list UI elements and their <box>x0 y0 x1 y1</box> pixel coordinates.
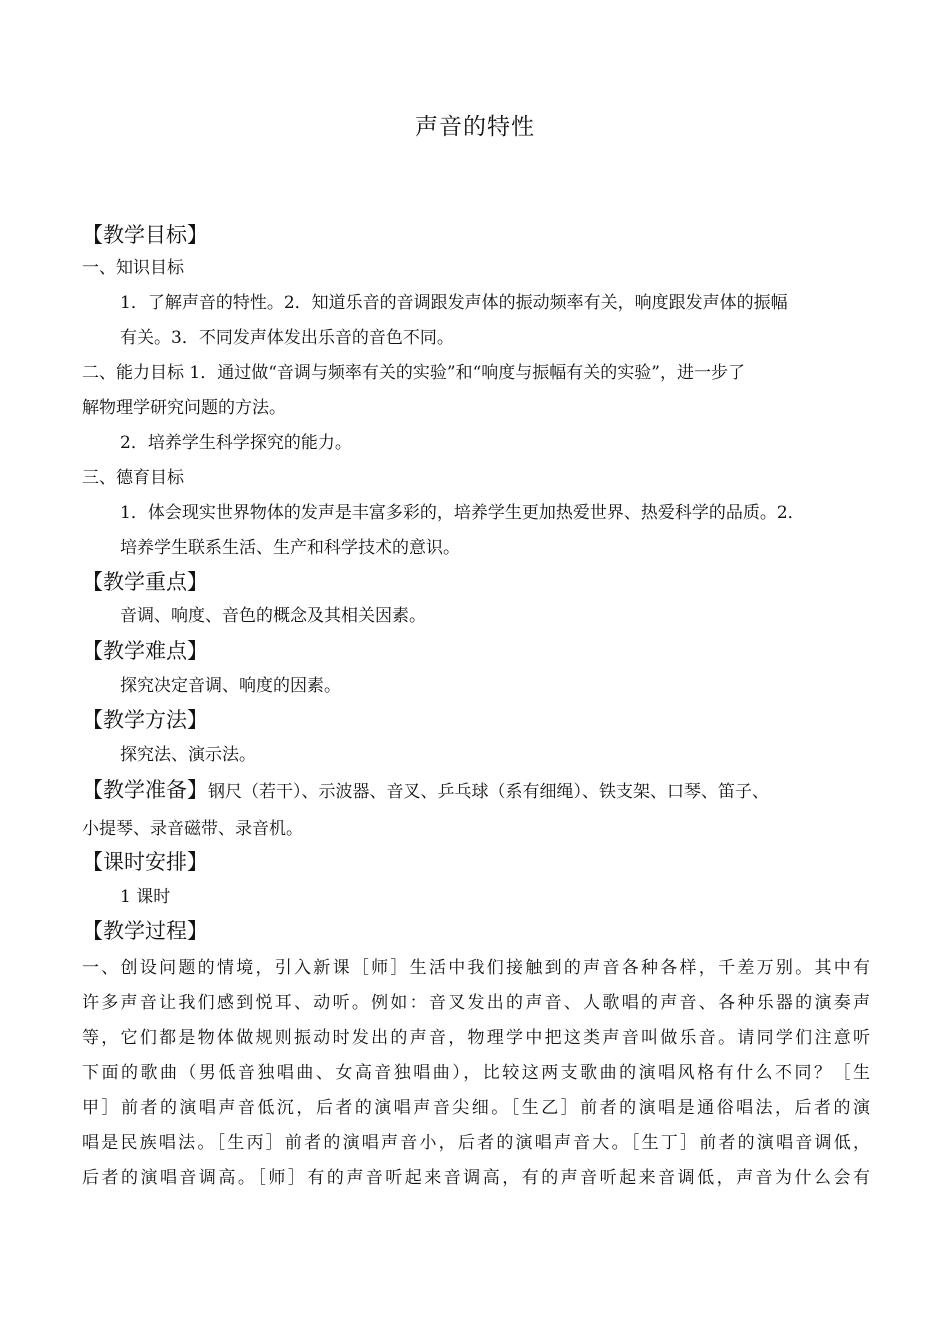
objectives-heading: 【教学目标】 <box>82 223 208 247</box>
difficulties-text: 探究决定音调、响度的因素。 <box>120 676 341 696</box>
moral-line-1: 1．体会现实世界物体的发声是丰富多彩的，培养学生更加热爱世界、热爱科学的品质。2． <box>120 503 805 523</box>
process-heading: 【教学过程】 <box>82 919 208 943</box>
ability-line-2: 解物理学研究问题的方法。 <box>82 398 286 418</box>
process-line: 一、创设问题的情境，引入新课［师］生活中我们接触到的声音各种各样，千差万别。其中有 <box>82 958 870 978</box>
key-points-text: 音调、响度、音色的概念及其相关因素。 <box>120 606 426 626</box>
moral-label: 三、德育目标 <box>82 468 184 488</box>
process-line: 后者的演唱音调高。［师］有的声音听起来音调高，有的声音听起来音调低，声音为什么会有 <box>82 1168 870 1188</box>
difficulties-heading: 【教学难点】 <box>82 639 208 663</box>
methods-heading: 【教学方法】 <box>82 708 208 732</box>
knowledge-label: 一、知识目标 <box>82 258 184 278</box>
process-line: 唱是民族唱法。［生丙］前者的演唱声音小，后者的演唱声音大。［生丁］前者的演唱音调低， <box>82 1133 870 1153</box>
schedule-heading: 【课时安排】 <box>82 850 208 874</box>
preparation-heading <box>82 776 769 806</box>
process-line: 甲］前者的演唱声音低沉，后者的演唱声音尖细。［生乙］前者的演唱是通俗唱法，后者的演 <box>82 1098 870 1118</box>
knowledge-line-1: 1．了解声音的特性。2．知道乐音的音调跟发声体的振动频率有关，响度跟发声体的振幅 <box>120 293 788 313</box>
ability-line-3: 2．培养学生科学探究的能力。 <box>120 433 352 453</box>
process-line: 等，它们都是物体做规则振动时发出的声音，物理学中把这类声音叫做乐音。请同学们注意听 <box>82 1028 870 1048</box>
preparation-heading-label: 【教学准备】 <box>82 778 208 802</box>
page-title: 声音的特性 <box>415 114 535 140</box>
schedule-text: 1 课时 <box>120 887 171 907</box>
process-line: 下面的歌曲（男低音独唱曲、女高音独唱曲），比较这两支歌曲的演唱风格有什么不同？［生 <box>82 1063 870 1083</box>
key-points-heading: 【教学重点】 <box>82 570 208 594</box>
moral-line-2: 培养学生联系生活、生产和科学技术的意识。 <box>120 538 460 558</box>
preparation-line-1: 钢尺（若干）、示波器、音叉、乒乓球（系有细绳）、铁支架、口琴、笛子、 <box>208 782 769 802</box>
process-line: 许多声音让我们感到悦耳、动听。例如：音叉发出的声音、人歌唱的声音、各种乐器的演奏声 <box>82 993 870 1013</box>
methods-text: 探究法、演示法。 <box>120 745 256 765</box>
preparation-line-2: 小提琴、录音磁带、录音机。 <box>82 819 303 839</box>
knowledge-line-2: 有关。3．不同发声体发出乐音的音色不同。 <box>120 328 454 348</box>
ability-line-1: 二、能力目标 1．通过做“音调与频率有关的实验”和“响度与振幅有关的实验”，进一步了 <box>82 363 745 383</box>
